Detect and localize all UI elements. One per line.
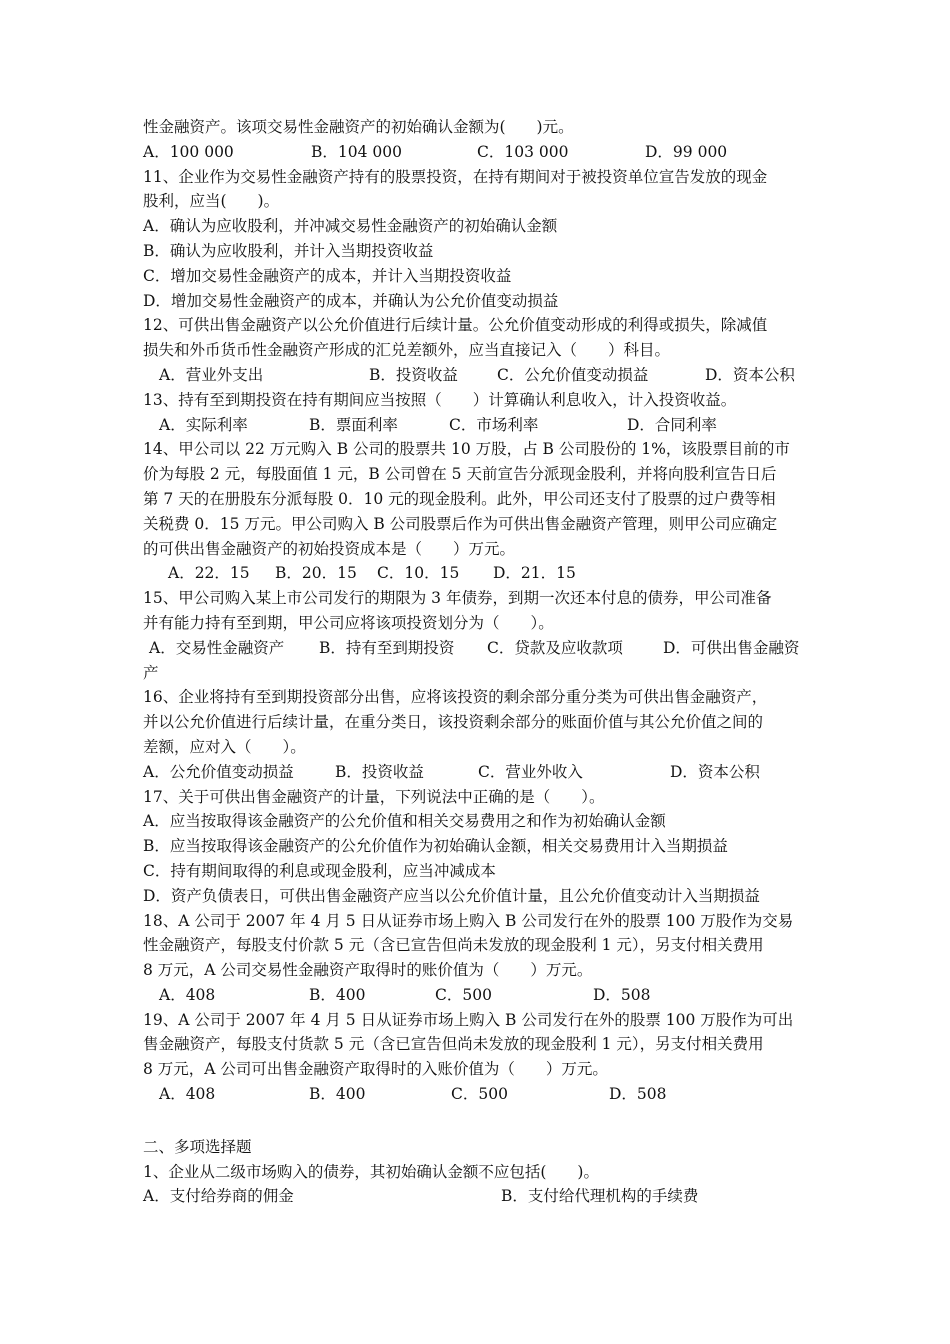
question-text: 性金融资产。该项交易性金融资产的初始确认金额为( )元。 [143, 118, 574, 136]
option-c: C．市场利率 [449, 415, 539, 434]
question-12-line-1: 12、可供出售金融资产以公允价值进行后续计量。公允价值变动形成的利得或损失，除减值 [143, 316, 768, 335]
question-19-line-1: 19、A 公司于 2007 年 4 月 5 日从证券市场上购入 B 公司发行在外的股票 100 万股作为可出 [143, 1010, 794, 1029]
option-d: D．508 [609, 1085, 667, 1104]
option-c: C．500 [435, 985, 492, 1004]
option-row [143, 363, 815, 388]
option-row [143, 140, 815, 165]
option-b: B．投资收益 [335, 762, 424, 781]
option-b: B．400 [309, 985, 366, 1004]
option-c: C．500 [451, 1085, 508, 1104]
option-d: D．合同利率 [627, 415, 717, 434]
option-c: C．103 000 [477, 142, 569, 161]
question-19-line-3: 8 万元，A 公司可出售金融资产取得时的入账价值为（ ）万元。 [143, 1060, 608, 1079]
question-17-line-1: 17、关于可供出售金融资产的计量，下列说法中正确的是（ ）。 [143, 787, 605, 806]
question-11-line-2: 股利，应当( )。 [143, 192, 280, 211]
option-d: D．增加交易性金融资产的成本，并确认为公允价值变动损益 [143, 291, 559, 310]
option-row [143, 983, 815, 1008]
option-d: D．资产负债表日，可供出售金融资产应当以公允价值计量，且公允价值变动计入当期损益 [143, 886, 760, 905]
option-c: C．10．15 [377, 564, 460, 583]
question-12-line-2: 损失和外币货币性金融资产形成的汇兑差额外，应当直接记入（ ）科目。 [143, 341, 671, 360]
option-a: A．实际利率 [159, 415, 248, 434]
section-title: 二、多项选择题 [143, 1137, 252, 1156]
option-row [143, 760, 815, 785]
option-a: A．22．15 [168, 564, 250, 583]
option-a: A．408 [159, 1085, 216, 1104]
option-d: D．508 [593, 985, 651, 1004]
option-b: B．票面利率 [309, 415, 398, 434]
question-13-line-1: 13、持有至到期投资在持有期间应当按照（ ）计算确认利息收入，计入投资收益。 [143, 390, 737, 409]
question-18-line-1: 18、A 公司于 2007 年 4 月 5 日从证券市场上购入 B 公司发行在外的股票 100 万股作为交易 [143, 911, 794, 930]
option-d: D．资本公积 [705, 365, 795, 384]
option-c: C．贷款及应收款项 [487, 638, 623, 657]
option-row [143, 636, 815, 661]
option-a: A．100 000 [143, 142, 234, 161]
question-14-line-2: 价为每股 2 元，每股面值 1 元，B 公司曾在 5 天前宣告分派现金股利，并将向股利宣告日后 [143, 465, 777, 484]
option-d: D．99 000 [645, 142, 728, 161]
option-d-wrap: 产 [143, 663, 159, 682]
option-row [143, 413, 815, 438]
option-b: B．确认为应收股利，并计入当期投资收益 [143, 241, 434, 260]
question-14-line-4: 关税费 0．15 万元。甲公司购入 B 公司股票后作为可供出售金融资产管理，则甲公司应确定 [143, 514, 778, 533]
question-16-line-1: 16、企业将持有至到期投资部分出售，应将该投资的剩余部分重分类为可供出售金融资产， [143, 688, 768, 707]
option-d: D．可供出售金融资 [663, 638, 800, 657]
option-a: A．公允价值变动损益 [143, 762, 294, 781]
question-14-line-5: 的可供出售金融资产的初始投资成本是（ ）万元。 [143, 539, 516, 558]
option-row [143, 1184, 815, 1209]
question-14-line-1: 14、甲公司以 22 万元购入 B 公司的股票共 10 万股，占 B 公司股份的 1%，该股票目前的市 [143, 440, 790, 459]
option-a: A．支付给券商的佣金 [143, 1187, 294, 1206]
question-16-line-3: 差额，应对入（ ）。 [143, 737, 306, 756]
option-b: B．投资收益 [369, 365, 458, 384]
option-b: B．持有至到期投资 [319, 638, 455, 657]
question-11-line-1: 11、企业作为交易性金融资产持有的股票投资，在持有期间对于被投资单位宣告发放的现金 [143, 167, 768, 186]
document-page [143, 115, 815, 1209]
option-a: A．交易性金融资产 [149, 638, 285, 657]
spacer [143, 1107, 815, 1131]
question-16-line-2: 并以公允价值进行后续计量，在重分类日，该投资剩余部分的账面价值与其公允价值之间的 [143, 713, 764, 732]
option-b: B．20．15 [275, 564, 357, 583]
option-a: A．应当按取得该金融资产的公允价值和相关交易费用之和作为初始确认金额 [143, 812, 666, 831]
option-c: C．持有期间取得的利息或现金股利，应当冲减成本 [143, 861, 496, 880]
option-a: A．营业外支出 [159, 365, 264, 384]
option-d: D．21．15 [493, 564, 576, 583]
question-15-line-2: 并有能力持有至到期，甲公司应将该项投资划分为（ ）。 [143, 613, 554, 632]
question-1-line-1: 1、企业从二级市场购入的债券，其初始确认金额不应包括( )。 [143, 1162, 599, 1181]
option-row [143, 1082, 815, 1107]
option-row [143, 561, 815, 586]
question-18-line-2: 性金融资产，每股支付价款 5 元（含已宣告但尚未发放的现金股利 1 元），另支付相关费用 [143, 936, 764, 955]
option-b: B．400 [309, 1085, 366, 1104]
question-18-line-3: 8 万元，A 公司交易性金融资产取得时的账价值为（ ）万元。 [143, 961, 593, 980]
option-c: C．营业外收入 [478, 762, 583, 781]
option-a: A．确认为应收股利，并冲减交易性金融资产的初始确认金额 [143, 217, 558, 236]
option-d: D．资本公积 [670, 762, 760, 781]
question-19-line-2: 售金融资产，每股支付货款 5 元（含已宣告但尚未发放的现金股利 1 元），另支付相关费用 [143, 1035, 764, 1054]
option-c: C．公允价值变动损益 [497, 365, 649, 384]
option-c: C．增加交易性金融资产的成本，并计入当期投资收益 [143, 266, 512, 285]
option-b: B．应当按取得该金融资产的公允价值作为初始确认金额，相关交易费用计入当期损益 [143, 837, 728, 856]
option-b: B．支付给代理机构的手续费 [501, 1187, 699, 1206]
question-14-line-3: 第 7 天的在册股东分派每股 0．10 元的现金股利。此外，甲公司还支付了股票的过户费等相 [143, 489, 776, 508]
question-15-line-1: 15、甲公司购入某上市公司发行的期限为 3 年债券，到期一次还本付息的债券，甲公司准备 [143, 589, 772, 608]
option-b: B．104 000 [311, 142, 402, 161]
option-a: A．408 [159, 985, 216, 1004]
